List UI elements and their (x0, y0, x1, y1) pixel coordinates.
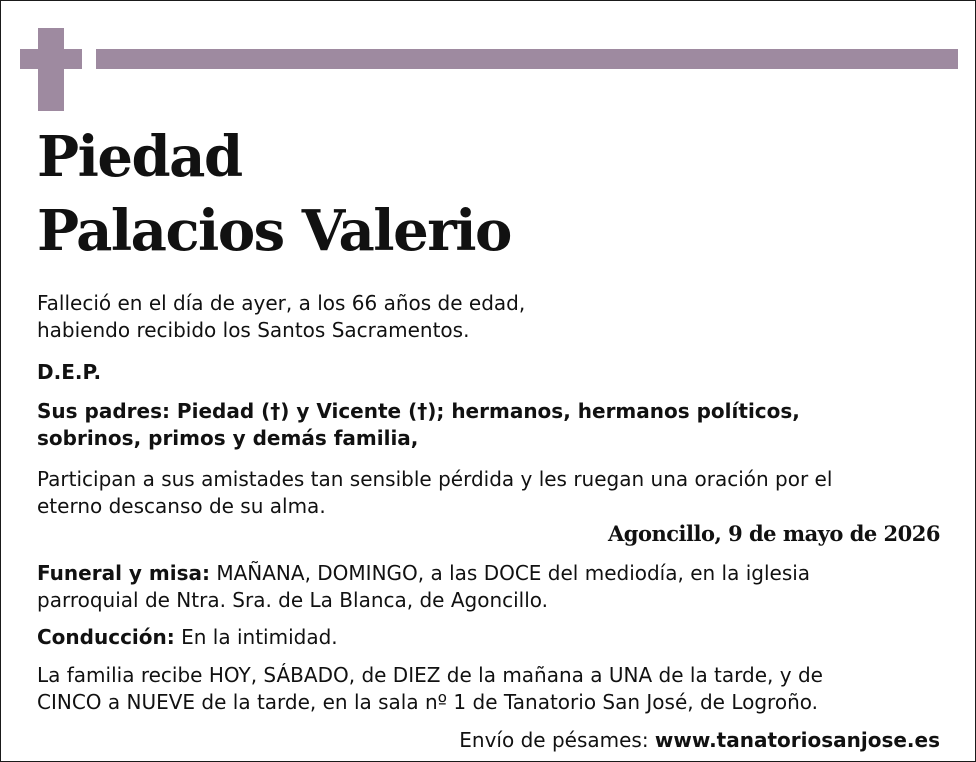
request-text (37, 466, 942, 520)
request-line-2: eterno descanso de su alma. (37, 494, 326, 518)
intro-line-1: Falleció en el día de ayer, a los 66 años de edad, (37, 291, 526, 315)
deceased-surnames: Palacios Valerio (37, 198, 511, 264)
deceased-first-name: Piedad (37, 124, 242, 190)
cross-vertical-bar (38, 28, 64, 111)
funeral-line-2: parroquial de Ntra. Sra. de La Blanca, de Agoncillo. (37, 588, 549, 612)
condolences-website-link[interactable]: www.tanatoriosanjose.es (654, 728, 940, 752)
request-line-1: Participan a sus amistades tan sensible pérdida y les ruegan una oración por el (37, 467, 833, 491)
condolences-label: Envío de pésames: (459, 728, 655, 752)
visitation-text (37, 662, 942, 716)
dep-text: D.E.P. (37, 360, 102, 384)
family-text (37, 398, 942, 452)
intro-text (37, 290, 942, 344)
header-divider-bar (96, 49, 958, 69)
family-line-1: Sus padres: Piedad (†) y Vicente (†); hermanos, hermanos políticos, (37, 399, 800, 423)
funeral-text (37, 560, 942, 614)
intro-line-2: habiendo recibido los Santos Sacramentos. (37, 318, 470, 342)
conduction-value: En la intimidad. (174, 625, 338, 649)
conduction-label: Conducción: (37, 625, 175, 649)
condolences-line (459, 725, 940, 755)
funeral-label: Funeral y misa: (37, 561, 210, 585)
visitation-line-2: CINCO a NUEVE de la tarde, en la sala nº 1 de Tanatorio San José, de Logroño. (37, 690, 818, 714)
cross-horizontal-bar (20, 49, 82, 69)
conduction-text (37, 624, 942, 651)
visitation-line-1: La familia recibe HOY, SÁBADO, de DIEZ de la mañana a UNA de la tarde, y de (37, 663, 823, 687)
place-and-date: Agoncillo, 9 de mayo de 2026 (607, 521, 940, 546)
funeral-line-1: MAÑANA, DOMINGO, a las DOCE del mediodía, en la iglesia (209, 561, 811, 585)
family-line-2: sobrinos, primos y demás familia, (37, 426, 419, 450)
